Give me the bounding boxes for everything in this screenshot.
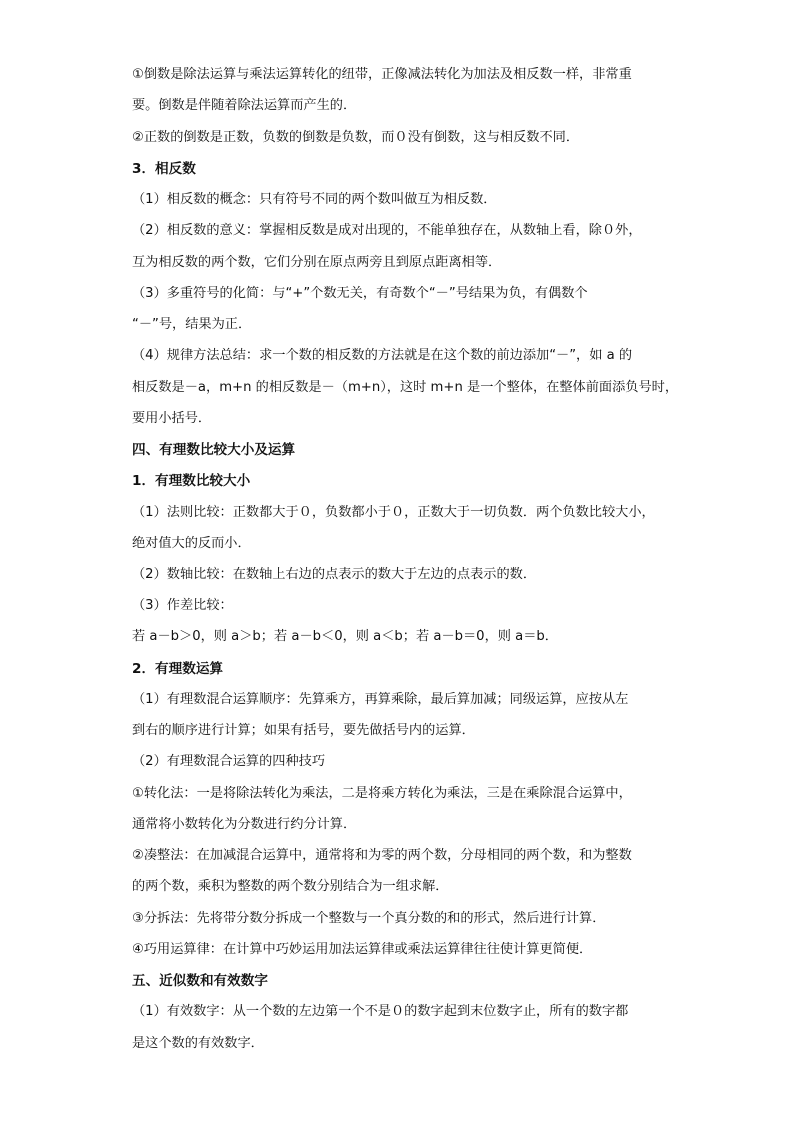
paragraph-line: ①转化法：一是将除法转化为乘法，二是将乘方转化为乘法，三是在乘除混合运算中， (132, 786, 632, 801)
paragraph-line: （1）有效数字：从一个数的左边第一个不是０的数字起到末位数字止，所有的数字都 (132, 1004, 629, 1019)
section-heading: 3．相反数 (132, 161, 196, 177)
paragraph-line: （4）规律方法总结：求一个数的相反数的方法就是在这个数的前边添加“－”，如 a 的 (132, 348, 633, 363)
paragraph-line: （1）相反数的概念：只有符号不同的两个数叫做互为相反数． (132, 192, 497, 207)
paragraph-line: 到右的顺序进行计算；如果有括号，要先做括号内的运算． (132, 723, 475, 738)
paragraph-line: 的两个数，乘积为整数的两个数分别结合为一组求解． (132, 879, 449, 894)
paragraph-line: （1）有理数混合运算顺序：先算乘方，再算乘除，最后算加减；同级运算，应按从左 (132, 692, 629, 707)
chapter-heading: 四、有理数比较大小及运算 (132, 442, 296, 458)
paragraph-line: ②正数的倒数是正数，负数的倒数是负数，而０没有倒数，这与相反数不同． (132, 130, 580, 145)
paragraph-line: 绝对值大的反而小． (132, 536, 251, 551)
paragraph-line: （1）法则比较：正数都大于０，负数都小于０，正数大于一切负数．两个负数比较大小， (132, 505, 655, 520)
paragraph-line: 要。倒数是伴随着除法运算而产生的． (132, 98, 357, 113)
paragraph-line: （3）多重符号的化简：与“+”个数无关，有奇数个“－”号结果为负，有偶数个 (132, 286, 588, 301)
section-heading: 1．有理数比较大小 (132, 473, 251, 489)
section-heading: 2．有理数运算 (132, 661, 224, 677)
paragraph-line: 要用小括号． (132, 411, 212, 426)
paragraph-line: 相反数是－a，m+n 的相反数是－（m+n），这时 m+n 是一个整体，在整体前面添负号时， (132, 380, 679, 395)
paragraph-line: ③分拆法：先将带分数分拆成一个整数与一个真分数的和的形式，然后进行计算． (132, 911, 606, 926)
paragraph-line: （2）相反数的意义：掌握相反数是成对出现的，不能单独存在，从数轴上看，除０外， (132, 223, 642, 238)
paragraph-line: 若 a－b＞0，则 a＞b；若 a－b＜0，则 a＜b；若 a－b＝0，则 a＝b． (132, 629, 558, 644)
paragraph-line: ①倒数是除法运算与乘法运算转化的纽带，正像减法转化为加法及相反数一样，非常重 (132, 67, 632, 82)
paragraph-line: ②凑整法：在加减混合运算中，通常将和为零的两个数，分母相同的两个数，和为整数 (132, 848, 632, 863)
paragraph-line: （3）作差比较： (132, 598, 233, 613)
paragraph-line: 互为相反数的两个数，它们分别在原点两旁且到原点距离相等． (132, 255, 502, 270)
paragraph-line: 是这个数的有效数字． (132, 1036, 264, 1051)
paragraph-line: “－”号，结果为正． (132, 317, 252, 332)
paragraph-line: ④巧用运算律：在计算中巧妙运用加法运算律或乘法运算律往往使计算更简便． (132, 942, 593, 957)
paragraph-line: 通常将小数转化为分数进行约分计算． (132, 817, 357, 832)
chapter-heading: 五、近似数和有效数字 (132, 973, 268, 989)
paragraph-line: （2）有理数混合运算的四种技巧 (132, 754, 326, 769)
paragraph-line: （2）数轴比较：在数轴上右边的点表示的数大于左边的点表示的数． (132, 567, 537, 582)
